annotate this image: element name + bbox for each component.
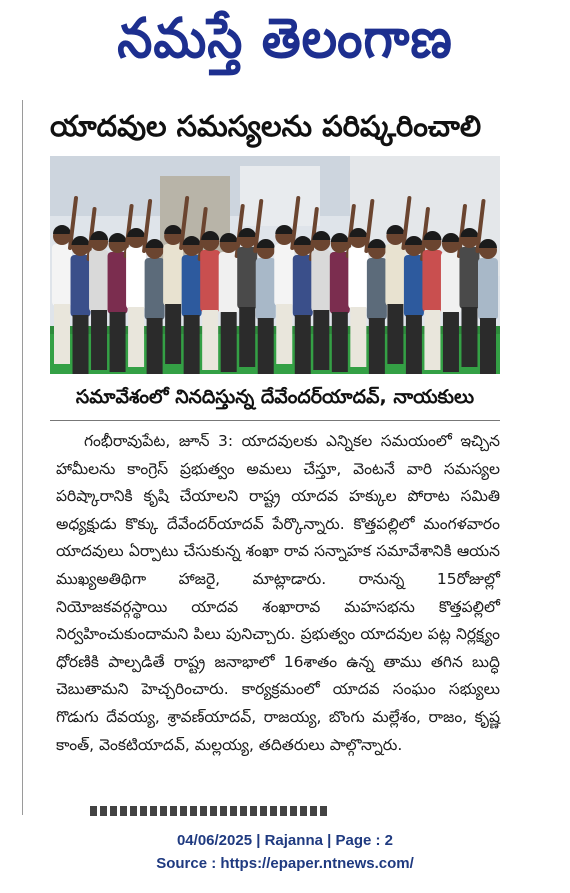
article-body [56,428,500,759]
person-figure [330,252,350,314]
person-figure [182,255,202,317]
person-figure [441,252,461,314]
person-figure [200,250,220,312]
person-figure [256,258,276,320]
person-legs [147,318,163,374]
person-legs [54,304,70,364]
person-legs [387,304,403,364]
person-figure [71,255,91,317]
article-photo [50,156,500,374]
person-figure [274,244,294,306]
person-legs [369,318,385,374]
person-legs [443,312,459,372]
person-figure [404,255,424,317]
person-legs [313,310,329,370]
person-figure [311,250,331,312]
person-legs [424,310,440,370]
person-legs [91,310,107,370]
person-legs [276,304,292,364]
person-legs [406,315,422,374]
column-rule [22,100,23,815]
footer-date: 04/06/2025 [176,832,253,849]
caption-divider [50,420,500,421]
footer-source-label: Source : [156,855,217,872]
footer-source [0,855,570,872]
person-figure [367,258,387,320]
person-figure [163,244,183,306]
person-legs [239,307,255,367]
truncated-next-headline [90,806,330,816]
person-figure [89,250,109,312]
person-figure [237,247,257,309]
person-legs [480,318,496,374]
person-figure [459,247,479,309]
person-figure [293,255,313,317]
person-figure [348,247,368,309]
person-legs [461,307,477,367]
person-legs [202,310,218,370]
person-legs [128,307,144,367]
person-figure [422,250,442,312]
masthead [0,0,570,90]
person-figure [108,252,128,314]
person-legs [73,315,89,374]
photo-caption: సమావేశంలో నినదిస్తున్న దేవేందర్‌యాదవ్, నాయకులు [75,385,475,408]
person-legs [258,318,274,374]
person-figure [145,258,165,320]
person-legs [295,315,311,374]
person-legs [165,304,181,364]
person-legs [332,312,348,372]
person-legs [350,307,366,367]
person-figure [219,252,239,314]
person-figure [126,247,146,309]
person-legs [184,315,200,374]
footer-source-link[interactable]: https://epaper.ntnews.com/ [220,855,414,872]
footer-meta: 04/06/2025 | Rajanna | Page : 2 [176,832,394,849]
person-figure [385,244,405,306]
article-body-paragraph: గంభీరావుపేట, జూన్ 3: యాదవులకు ఎన్నికల సమయంలో ఇచ్చిన హామీలను కాంగ్రెస్ ప్రభుత్వం అమలు చేస్తూ, వెంటనే వారి సమస్యల పరిష్కారానికి కృషి చేయాలని రాష్ట్ర యాదవ హక్కుల పోరాట సమితి అధ్యక్షుడు కొక్కు దేవేందర్‌యాదవ్ పేర్కొన్నారు. కొత్తపల్లిలో మంగళవారం యాదవులు ఏర్పాటు చేసుకున్న శంఖా రావ సన్నాహక సమావేశానికి ఆయన ముఖ్యఅతిథిగా హాజరై, మాట్లాడారు. రానున్న 15రోజుల్లో నియోజకవర్గస్థాయి యాదవ శంఖారావ మహసభను కొత్తపల్లిలో నిర్వహించుకుందామని పిలు పునిచ్చారు. ప్రభుత్వం యాదవుల పట్ల నిర్లక్ష్యం ధోరణికి పాల్పడితే రాష్ట్ర జనాభాలో 16శాతం ఉన్న తాము తగిన బుద్ధి చెబుతామని హెచ్చరించారు. కార్యక్రమంలో యాదవ సంఘం సభ్యులు గొడుగు దేవయ్య, శ్రావణ్‌యాదవ్, రాజయ్య, బొంగు మల్లేశం, రాజం, కృష్ణ కాంత్, వెంకటియాదవ్, మల్లయ్య, తదితరులు పాల్గొన్నారు. [56,432,500,754]
person-figure [478,258,498,320]
masthead-title: నమస్తే తెలంగాణ [117,5,453,70]
footer-page: Page : 2 [335,832,394,849]
person-figure [52,244,72,306]
person-legs [221,312,237,372]
article-headline: యాదవుల సమస్యలను పరిష్కరించాలి [50,109,482,143]
person-legs [110,312,126,372]
footer-edition: Rajanna [264,832,323,849]
